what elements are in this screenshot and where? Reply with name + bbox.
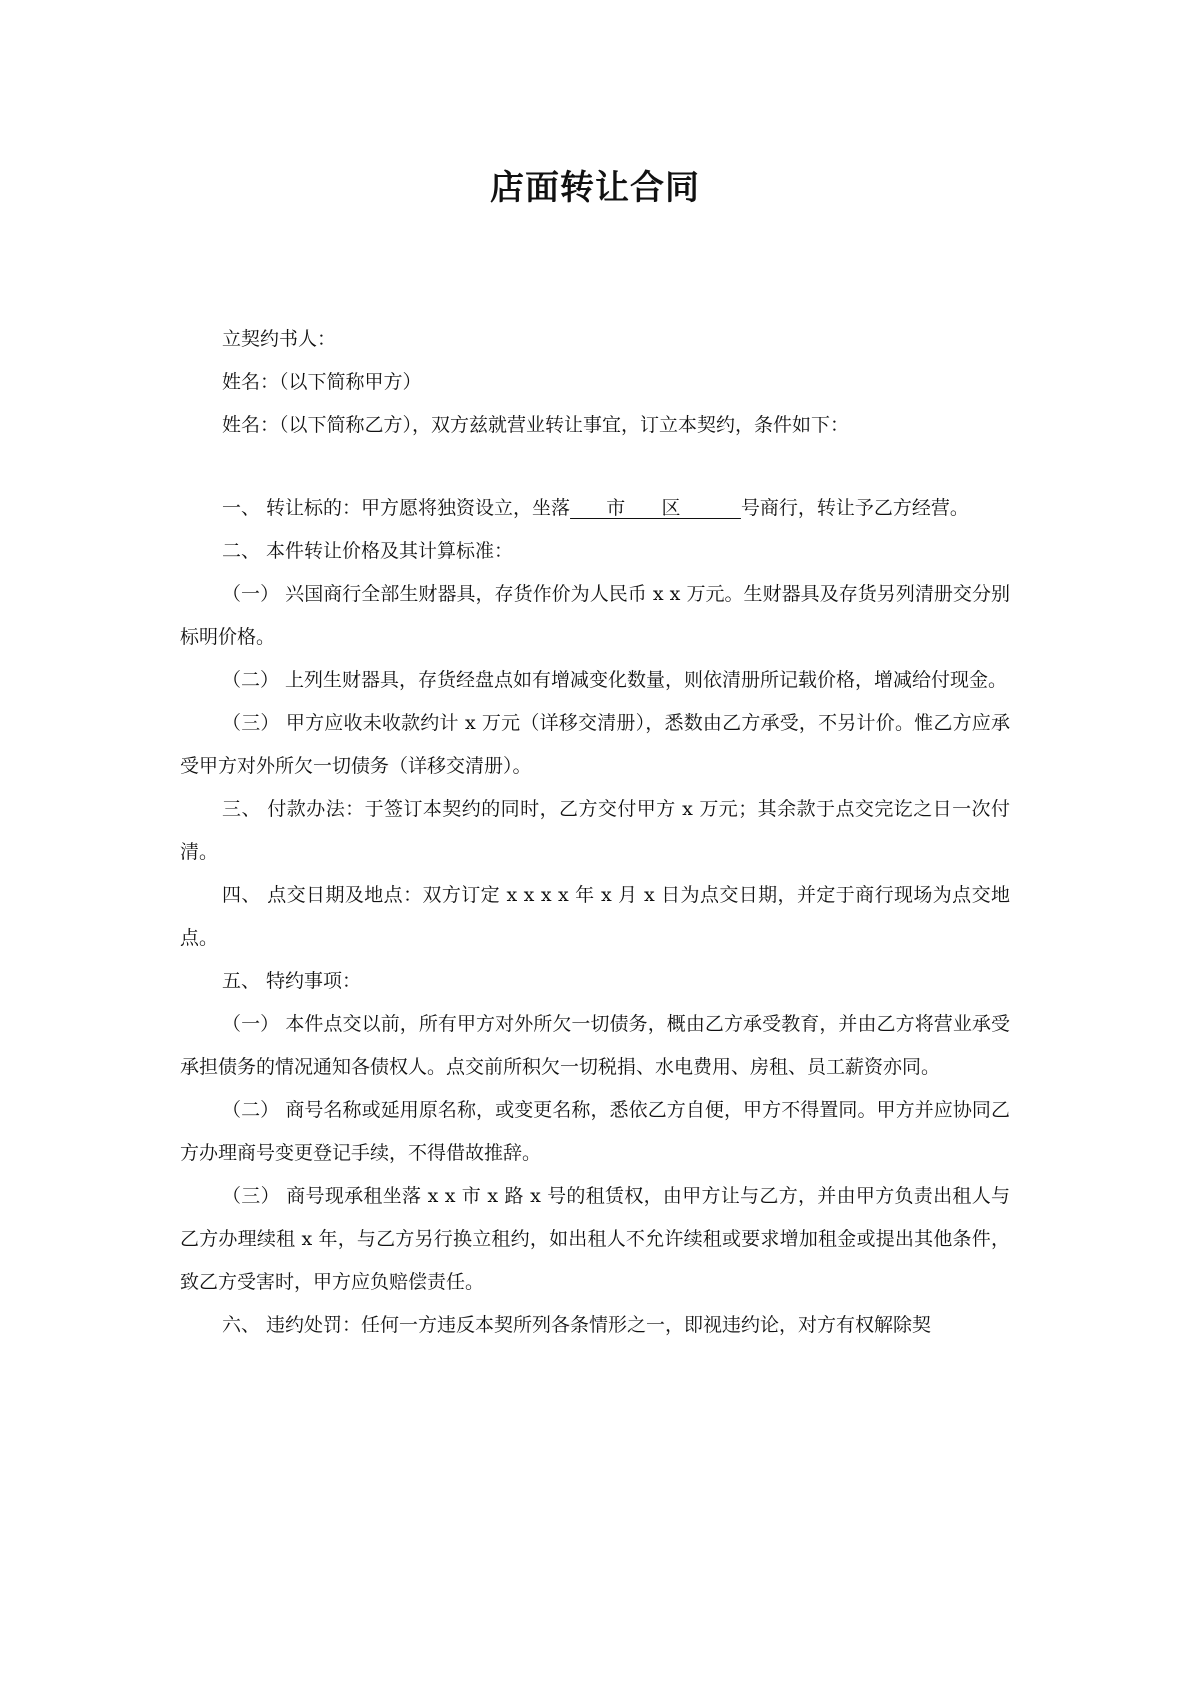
clause-4-handover: 四、 点交日期及地点：双方订定 x x x x 年 x 月 x 日为点交日期，并定于商行现场为点交地点。 [180, 884, 1010, 949]
clause-2-item-3: （三） 甲方应收未收款约计 x 万元（详移交清册），悉数由乙方承受，不另计价。惟乙方应承受甲方对外所欠一切债务（详移交清册）。 [180, 712, 1010, 777]
document-body [180, 318, 1010, 1347]
spacer [180, 447, 1010, 487]
clause-2-item-2: （二） 上列生财器具，存货经盘点如有增减变化数量，则依清册所记载价格，增减给付现金。 [222, 669, 1008, 691]
clause-2-heading: 二、 本件转让价格及其计算标准： [222, 540, 514, 562]
clause-1-suffix: 号商行，转让予乙方经营。 [740, 497, 969, 519]
clause-1-transfer-object [180, 487, 1010, 530]
header-line-party-b: 姓名：（以下简称乙方），双方兹就营业转让事宜，订立本契约，条件如下： [222, 414, 850, 436]
clause-5-item-3: （三） 商号现承租坐落 x x 市 x 路 x 号的租赁权，由甲方让与乙方，并由甲方负责出租人与乙方办理续租 x 年，与乙方另行换立租约，如出租人不允许续租或要求增加租金或提出其他条件，致乙方受害时，甲方应负赔偿责任。 [180, 1185, 1010, 1293]
header-line-signatories: 立契约书人： [222, 328, 337, 350]
clause-1-address-blank: 市 区 [570, 497, 741, 519]
clause-3-payment: 三、 付款办法：于签订本契约的同时，乙方交付甲方 x 万元；其余款于点交完讫之日一次付清。 [180, 798, 1010, 863]
clause-5-item-2: （二） 商号名称或延用原名称，或变更名称，悉依乙方自便，甲方不得置同。甲方并应协同乙方办理商号变更登记手续，不得借故推辞。 [180, 1099, 1010, 1164]
clause-6-breach: 六、 违约处罚：任何一方违反本契所列各条情形之一，即视违约论，对方有权解除契 [222, 1314, 932, 1336]
clause-5-item-1: （一） 本件点交以前，所有甲方对外所欠一切债务，概由乙方承受教育，并由乙方将营业承受承担债务的情况通知各债权人。点交前所积欠一切税捐、水电费用、房租、员工薪资亦同。 [180, 1013, 1010, 1078]
clause-2-item-1: （一） 兴国商行全部生财器具，存货作价为人民币 x x 万元。生财器具及存货另列清册交分别标明价格。 [180, 583, 1010, 648]
document-title: 店面转让合同 [490, 168, 700, 208]
clause-1-prefix: 一、 转让标的：甲方愿将独资设立，坐落 [222, 497, 571, 519]
header-line-party-a: 姓名：（以下简称甲方） [222, 371, 422, 393]
clause-5-heading: 五、 特约事项： [222, 970, 362, 992]
